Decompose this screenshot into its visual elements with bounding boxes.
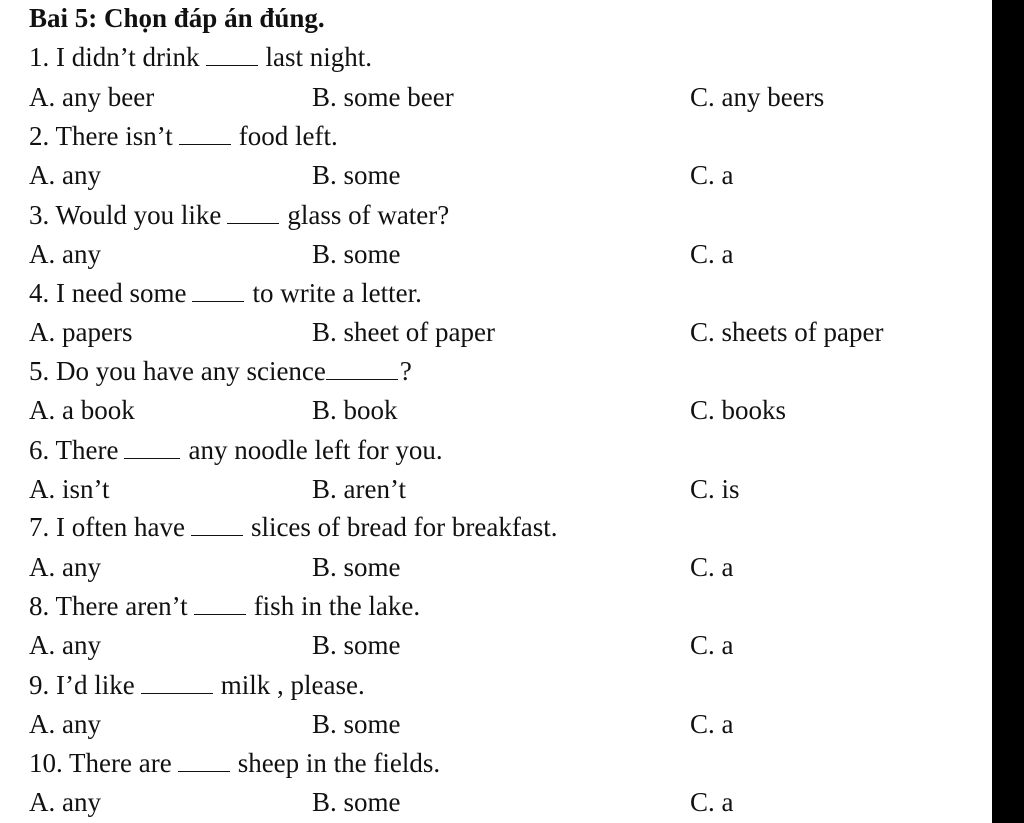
question-text-after-blank: fish in the lake.	[253, 591, 421, 621]
option-a: A. any	[29, 552, 101, 582]
option-b: B. some	[312, 787, 401, 817]
question-7	[29, 512, 558, 542]
answer-blank	[192, 283, 244, 302]
question-text-before-blank: 4. I need some	[29, 278, 187, 308]
question-text-before-blank: 9. I’d like	[29, 670, 135, 700]
question-text-after-blank: glass of water?	[287, 200, 450, 230]
option-c: C. a	[690, 160, 734, 190]
question-text-before-blank: 8. There aren’t	[29, 591, 188, 621]
answer-blank	[179, 126, 231, 145]
option-a: A. isn’t	[29, 474, 110, 504]
option-a: A. a book	[29, 395, 135, 425]
question-text-after-blank: last night.	[265, 42, 372, 72]
option-c: C. a	[690, 787, 734, 817]
question-text-after-blank: slices of bread for breakfast.	[250, 512, 558, 542]
answer-blank	[191, 517, 243, 536]
option-b: B. some	[312, 630, 401, 660]
question-text-before-blank: 1. I didn’t drink	[29, 42, 200, 72]
option-b: B. some	[312, 239, 401, 269]
question-8	[29, 591, 420, 621]
option-c: C. a	[690, 552, 734, 582]
option-c: C. a	[690, 709, 734, 739]
option-c: C. is	[690, 474, 740, 504]
option-a: A. any	[29, 239, 101, 269]
exercise-title: Bai 5: Chọn đáp án đúng.	[29, 3, 325, 33]
question-4	[29, 278, 422, 308]
question-1	[29, 42, 372, 72]
answer-blank	[141, 675, 213, 694]
question-2	[29, 121, 338, 151]
question-text-before-blank: 3. Would you like	[29, 200, 222, 230]
option-b: B. some	[312, 552, 401, 582]
option-b: B. book	[312, 395, 398, 425]
question-text-before-blank: 2. There isn’t	[29, 121, 173, 151]
question-9	[29, 670, 365, 700]
option-c: C. a	[690, 630, 734, 660]
question-text-before-blank: 6. There	[29, 435, 119, 465]
question-text-after-blank: ?	[399, 356, 412, 386]
question-5	[29, 356, 412, 386]
option-a: A. any	[29, 160, 101, 190]
answer-blank	[206, 47, 258, 66]
option-a: A. any	[29, 630, 101, 660]
option-a: A. any	[29, 787, 101, 817]
question-6	[29, 435, 443, 465]
question-text-after-blank: any noodle left for you.	[188, 435, 443, 465]
answer-blank	[124, 440, 180, 459]
question-text-after-blank: to write a letter.	[252, 278, 422, 308]
question-text-after-blank: milk , please.	[220, 670, 365, 700]
option-c: C. sheets of paper	[690, 317, 884, 347]
option-c: C. any beers	[690, 82, 825, 112]
question-text-after-blank: sheep in the fields.	[237, 748, 441, 778]
question-text-before-blank: 5. Do you have any science	[29, 356, 326, 386]
option-b: B. some beer	[312, 82, 454, 112]
answer-blank	[194, 596, 246, 615]
question-10	[29, 748, 440, 778]
answer-blank	[326, 361, 398, 380]
answer-blank	[178, 753, 230, 772]
answer-blank	[227, 205, 279, 224]
option-a: A. any beer	[29, 82, 155, 112]
option-b: B. some	[312, 709, 401, 739]
question-text-before-blank: 10. There are	[29, 748, 172, 778]
option-a: A. papers	[29, 317, 133, 347]
question-text-after-blank: food left.	[238, 121, 338, 151]
option-c: C. a	[690, 239, 734, 269]
option-b: B. some	[312, 160, 401, 190]
option-b: B. aren’t	[312, 474, 406, 504]
option-c: C. books	[690, 395, 787, 425]
question-3	[29, 200, 449, 230]
option-a: A. any	[29, 709, 101, 739]
question-text-before-blank: 7. I often have	[29, 512, 185, 542]
option-b: B. sheet of paper	[312, 317, 495, 347]
